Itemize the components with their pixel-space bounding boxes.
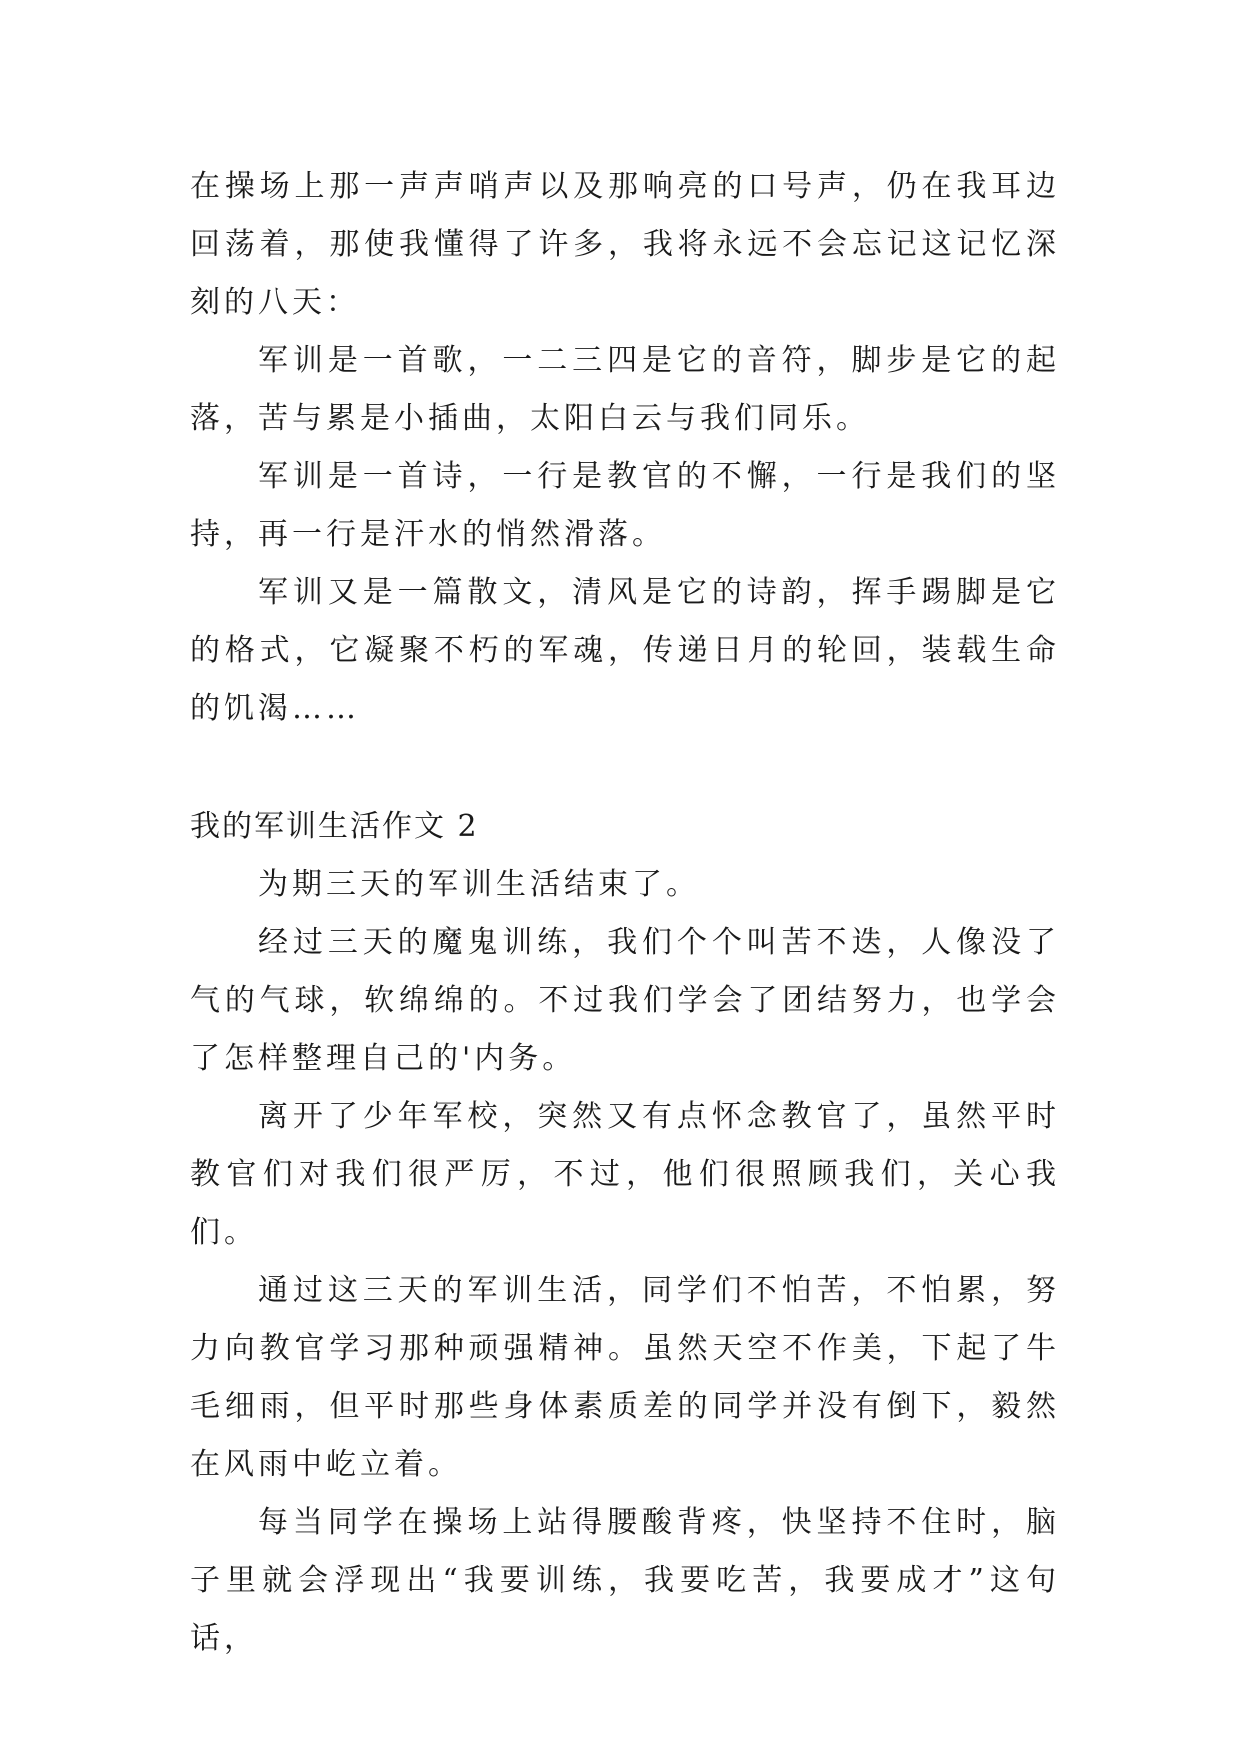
section-title: 我的军训生活作文 2 (190, 809, 479, 844)
paragraph-poem: 军训是一首诗，一行是教官的不懈，一行是我们的坚持，再一行是汗水的悄然滑落。 (190, 459, 1060, 552)
paragraph-training: 经过三天的魔鬼训练，我们个个叫苦不迭，人像没了气的气球，软绵绵的。不过我们学会了团结努力，也学会了怎样整理自己的'内务。 (190, 925, 1060, 1076)
paragraph-continuation: 在操场上那一声声哨声以及那响亮的口号声，仍在我耳边回荡着，那使我懂得了许多，我将永远不会忘记这记忆深刻的八天： (190, 169, 1060, 320)
paragraph-song: 军训是一首歌，一二三四是它的音符，脚步是它的起落，苦与累是小插曲，太阳白云与我们同乐。 (190, 343, 1060, 436)
paragraph-spirit: 通过这三天的军训生活，同学们不怕苦，不怕累，努力向教官学习那种顽强精神。虽然天空不作美，下起了牛毛细雨，但平时那些身体素质差的同学并没有倒下，毅然在风雨中屹立着。 (190, 1273, 1060, 1482)
paragraph-ended: 为期三天的军训生活结束了。 (258, 867, 700, 902)
paragraph-instructors: 离开了少年军校，突然又有点怀念教官了，虽然平时教官们对我们很严厉，不过，他们很照顾我们，关心我们。 (190, 1099, 1060, 1250)
document-body (190, 158, 1060, 1668)
paragraph-prose: 军训又是一篇散文，清风是它的诗韵，挥手踢脚是它的格式，它凝聚不朽的军魂，传递日月的轮回，装载生命的饥渴…… (190, 575, 1060, 726)
paragraph-persevere: 每当同学在操场上站得腰酸背疼，快坚持不住时，脑子里就会浮现出“我要训练，我要吃苦，我要成才”这句话， (190, 1505, 1060, 1656)
section-gap (190, 738, 1060, 798)
